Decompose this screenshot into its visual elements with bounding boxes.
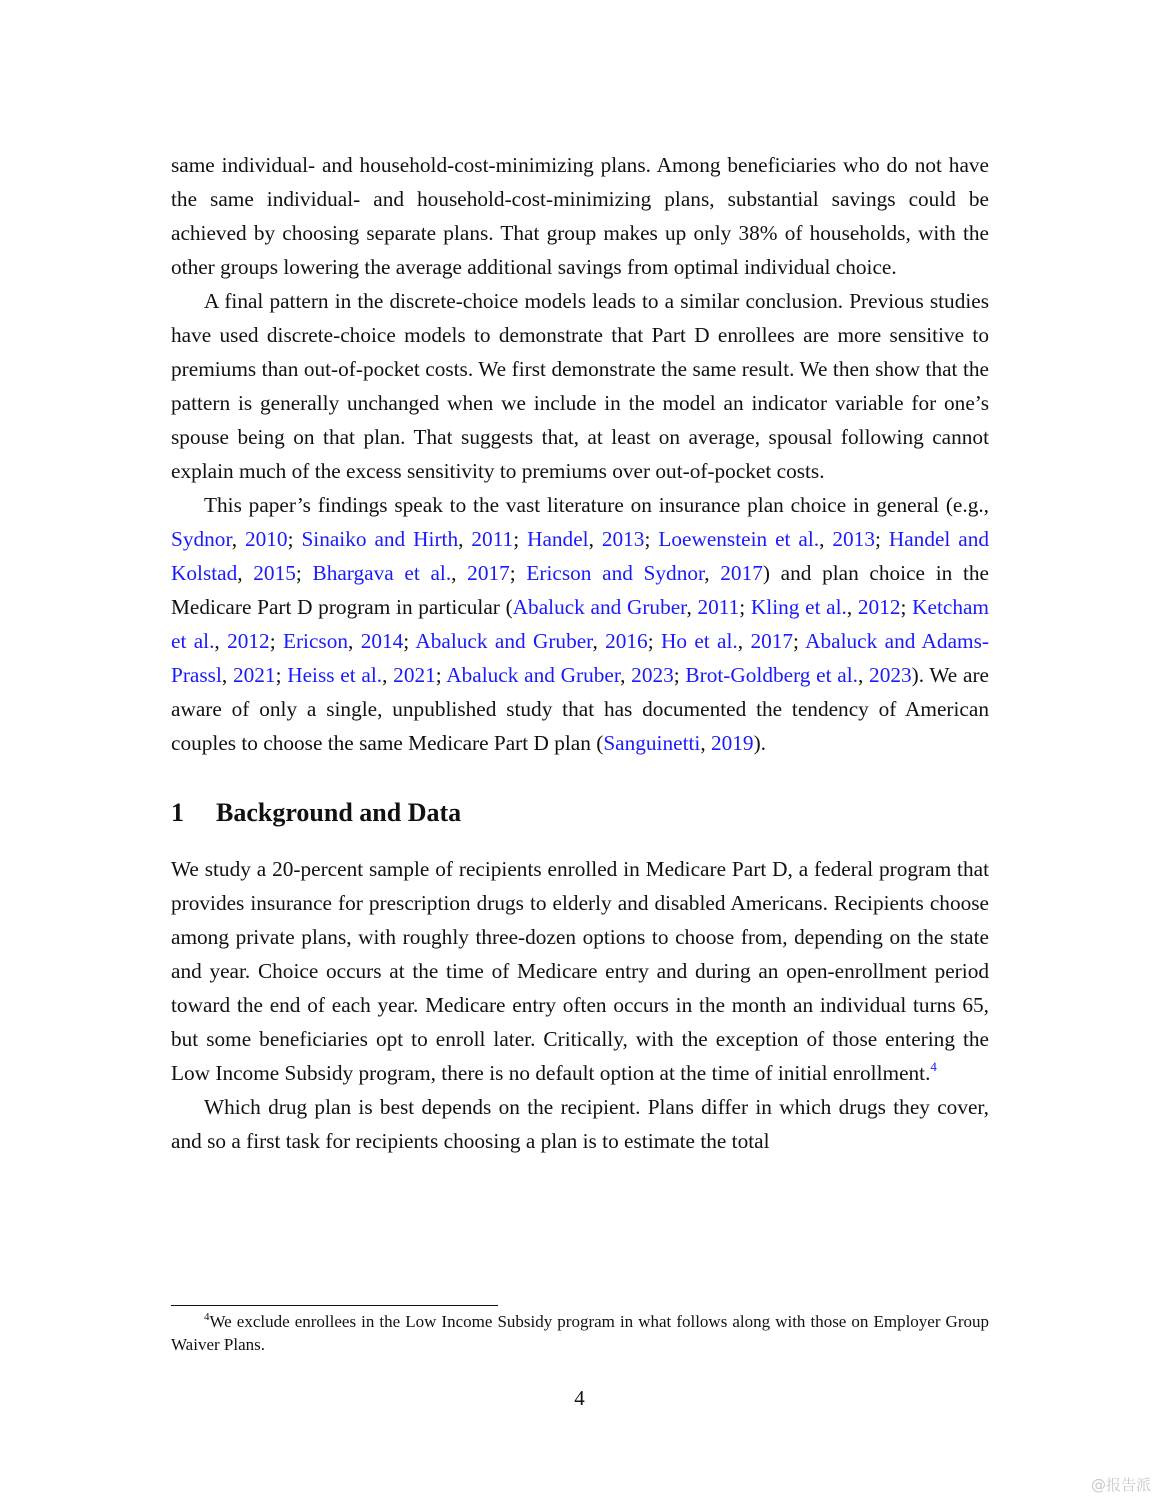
citation-year-link[interactable]: 2015 (253, 561, 296, 585)
paragraph-drug-plan: Which drug plan is best depends on the recipient. Plans differ in which drugs they cover, and so a first task for recipients choosing a plan is to estimate the total (171, 1095, 989, 1153)
section-heading (171, 796, 989, 830)
citation-year-link[interactable]: 2014 (360, 629, 404, 653)
citation-link[interactable]: Sanguinetti (603, 731, 701, 755)
citation-link[interactable]: Abaluck and Adams-Prassl (171, 629, 989, 687)
paragraph-text: We study a 20-percent sample of recipients enrolled in Medicare Part D, a federal program that provides insurance for prescription drugs to elderly and disabled Americans. Recipients choose among private plans, with roughly three-dozen options to choose from, depending on the state and year. Choice occurs at the time of Medicare entry and during an open-enrollment period toward the end of each year. Medicare entry often occurs in the month an individual turns 65, but some beneficiaries opt to enroll later. Critically, with the exception of those entering the Low Income Subsidy program, there is no default option at the time of initial enrollment. (171, 857, 989, 1085)
citation-link[interactable]: Handel (527, 527, 589, 551)
citation-year-link[interactable]: 2016 (605, 629, 648, 653)
footnote (171, 1310, 989, 1356)
citation-link[interactable]: Heiss et al. (287, 663, 383, 687)
citation-year-link[interactable]: 2011 (697, 595, 740, 619)
citation-year-link[interactable]: 2011 (471, 527, 514, 551)
citation-year-link[interactable]: 2023 (869, 663, 912, 687)
citation-year-link[interactable]: 2012 (857, 595, 901, 619)
section-title: Background and Data (216, 798, 462, 827)
citation-link[interactable]: Ho et al. (660, 629, 738, 653)
citation-link[interactable]: Bhargava et al. (312, 561, 452, 585)
footnote-text: We exclude enrollees in the Low Income Subsidy program in what follows along with those on Employer Group Waiver Plans. (171, 1312, 989, 1354)
citation-link[interactable]: Loewenstein et al. (658, 527, 820, 551)
citation-link[interactable]: Sydnor (171, 527, 232, 551)
paragraph-discrete-choice: A final pattern in the discrete-choice models leads to a similar conclusion. Previous studies have used discrete-choice models to demonstrate that Part D enrollees are more sensitive to premiums than out-of-pocket costs. We first demonstrate the same result. We then show that the pattern is generally unchanged when we include in the model an indicator variable for one’s spouse being on that plan. That suggests that, at least on average, spousal following cannot explain much of the excess sensitivity to premiums over out-of-pocket costs. (171, 289, 989, 483)
citation-link[interactable]: Handel and Kolstad (171, 527, 990, 585)
page-body (171, 148, 989, 1158)
citation-year-link[interactable]: 2017 (720, 561, 763, 585)
footnote-divider (171, 1305, 498, 1306)
paragraph-cost-minimizing: same individual- and household-cost-minimizing plans. Among beneficiaries who do not have the same individual- and household-cost-minimizing plans, substantial savings could be achieved by choosing separate plans. That group makes up only 38% of households, with the other groups lowering the average additional savings from optimal individual choice. (171, 153, 989, 279)
citation-year-link[interactable]: 2010 (244, 527, 288, 551)
watermark: @报告派 (1090, 1476, 1151, 1494)
citation-link[interactable]: Sinaiko and Hirth (301, 527, 459, 551)
citation-year-link[interactable]: 2013 (832, 527, 875, 551)
citation-year-link[interactable]: 2017 (750, 629, 794, 653)
citation-year-link[interactable]: 2013 (601, 527, 645, 551)
footnote-mark: 4 (204, 1311, 210, 1323)
citation-link[interactable]: Abaluck and Gruber (446, 663, 621, 687)
citation-link[interactable]: Ketcham et al. (171, 595, 989, 653)
citation-link[interactable]: Abaluck and Gruber (512, 595, 687, 619)
page-number: 4 (574, 1386, 585, 1410)
citation-link[interactable]: Kling et al. (750, 595, 847, 619)
paragraph-study-sample (171, 852, 989, 1090)
citation-year-link[interactable]: 2023 (631, 663, 674, 687)
citation-year-link[interactable]: 2017 (467, 561, 510, 585)
citation-year-link[interactable]: 2021 (393, 663, 436, 687)
citation-year-link[interactable]: 2012 (227, 629, 270, 653)
citation-link[interactable]: Abaluck and Gruber (415, 629, 593, 653)
footnote-ref-link[interactable]: 4 (930, 1059, 937, 1074)
paragraph-literature: This paper’s findings speak to the vast literature on insurance plan choice in general (e.g., Sydnor, 2010; Sinaiko and Hirth, 2011; Handel, 2013; Loewenstein et al., 2013; Handel and Kolstad, 2015; Bhargava et al., 2017; Ericson and Sydnor, 2017) and plan choice in the Medicare Part D program in particular (Abaluck and Gruber, 2011; Kling et al., 2012; Ketcham et al., 2012; Ericson, 2014; Abaluck and Gruber, 2016; Ho et al., 2017; Abaluck and Adams-Prassl, 2021; Heiss et al., 2021; Abaluck and Gruber, 2023; Brot-Goldberg et al., 2023). We are aware of only a single, unpublished study that has documented the tendency of American couples to choose the same Medicare Part D plan (Sanguinetti, 2019). (171, 493, 990, 755)
section-number: 1 (171, 798, 184, 827)
citation-link[interactable]: Ericson and Sydnor (526, 561, 705, 585)
citation-link[interactable]: Ericson (282, 629, 349, 653)
citation-link[interactable]: Brot-Goldberg et al. (685, 663, 858, 687)
citation-year-link[interactable]: 2019 (710, 731, 754, 755)
citation-year-link[interactable]: 2021 (232, 663, 276, 687)
